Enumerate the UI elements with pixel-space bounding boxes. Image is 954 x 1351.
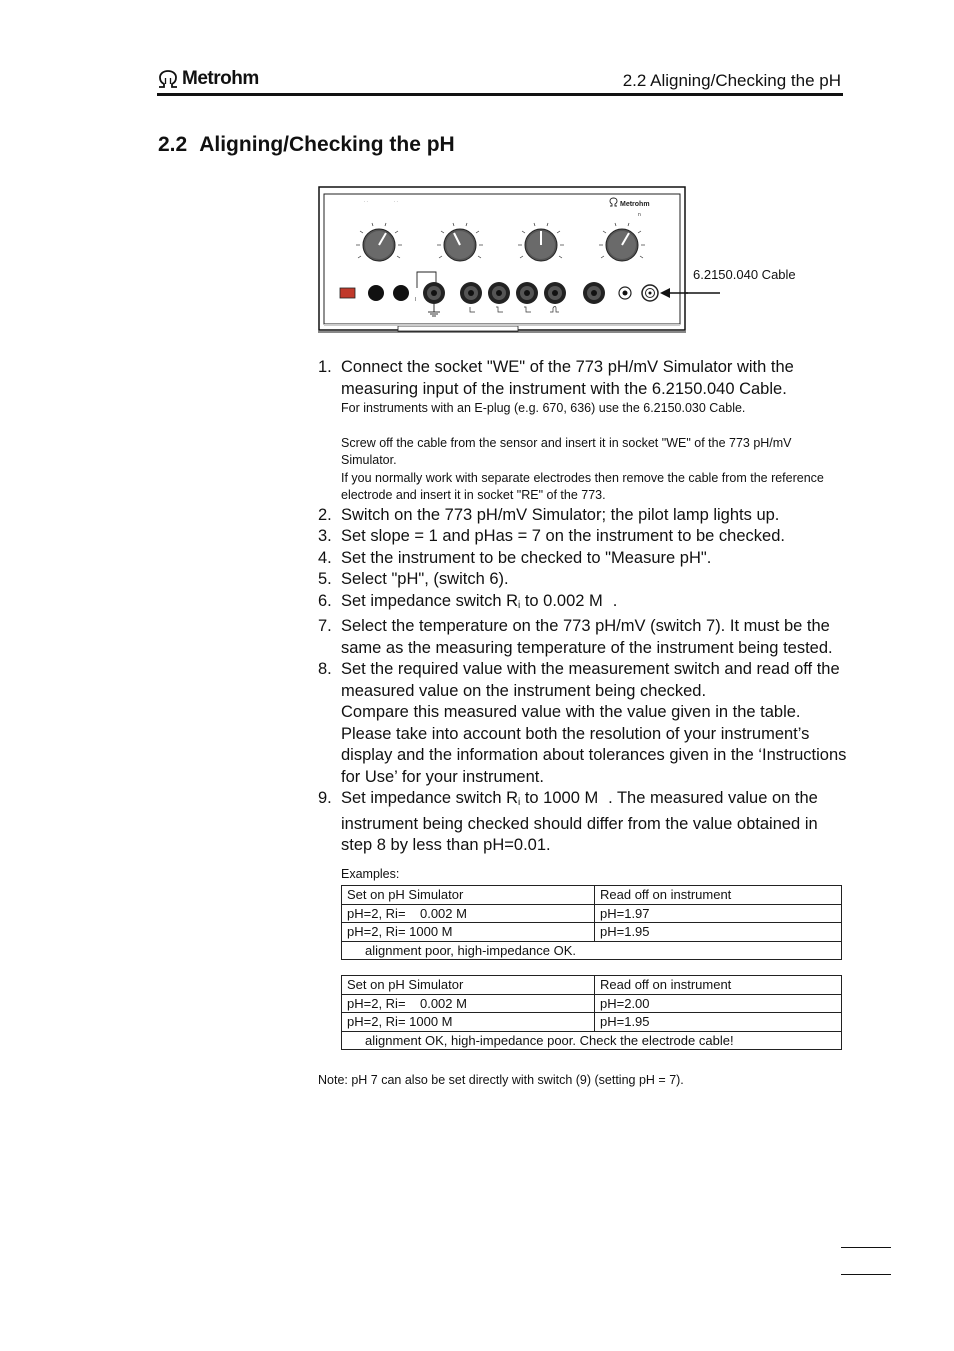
step-5: 5. Select "pH", (switch 6). <box>318 570 509 588</box>
table-header-row: Set on pH Simulator Read off on instrument <box>342 886 842 905</box>
panel-brand-name: Metrohm <box>620 201 650 208</box>
section-heading <box>158 133 455 157</box>
step-3: 3. Set slope = 1 and pHas = 7 on the instrument to be checked. <box>318 527 785 545</box>
table-row: pH=2, Ri= 0.002 M pH=2.00 <box>342 994 842 1013</box>
step-1-note-eplug: For instruments with an E-plug (e.g. 670, 636) use the 6.2150.030 Cable. <box>341 401 746 415</box>
table-conclusion-row: alignment poor, high-impedance OK. <box>342 941 842 960</box>
step-6: 6. Set impedance switch $R_i$ to 0.002 M . <box>318 591 618 611</box>
section-title: Aligning/Checking the pH <box>199 133 455 156</box>
page-number-rule-bottom <box>841 1274 891 1275</box>
svg-text:· ·: · · <box>364 199 368 204</box>
step-8-compare: Compare this measured value with the value given in the table. Please take into account both the resolution of your instrument’s display and the information about tolerances given in the ‘Instructions for Use’ for your instrument. <box>341 703 847 786</box>
pilot-lamp <box>340 288 355 298</box>
step-4: 4. Set the instrument to be checked to "Measure pH". <box>318 548 712 567</box>
header-section-title: 2.2 Aligning/Checking the pH <box>622 71 841 90</box>
simulator-front-panel-figure <box>318 186 688 339</box>
panel-button-2 <box>393 285 409 301</box>
step-8: 8. Set the required value with the measurement switch and read off the measured value on the instrument being checked. <box>318 660 840 700</box>
panel-button-1 <box>368 285 384 301</box>
step-9: 9. Set impedance switch $R_i$ to 1000 M . The measured value on the instrument being checked should differ from the value obtained in step 8 by less than pH=0.01. <box>318 789 818 854</box>
step-1-note-sensor: Screw off the cable from the sensor and insert it in socket "WE" of the 773 pH/mV Simulator. <box>341 435 792 467</box>
page-number-rule-top <box>841 1247 891 1248</box>
brand-logo <box>157 68 259 90</box>
svg-text:I: I <box>415 297 417 303</box>
example-table-1 <box>341 885 842 960</box>
table-row: pH=2, Ri= 0.002 M pH=1.97 <box>342 904 842 923</box>
step-1-note-separate: If you normally work with separate electrodes then remove the cable from the reference electrode and insert it in socket "RE" of the 773. <box>341 470 824 502</box>
step-1: 1. Connect the socket "WE" of the 773 pH/mV Simulator with the measuring input of the instrument with the 6.2150.040 Cable. <box>318 358 794 398</box>
cable-arrow-line <box>686 288 722 298</box>
svg-text:n: n <box>638 212 641 218</box>
footnote: Note: pH 7 can also be set directly with switch (9) (setting pH = 7). <box>318 1073 684 1087</box>
step-2: 2. Switch on the 773 pH/mV Simulator; the pilot lamp lights up. <box>318 505 780 524</box>
device-drawing <box>318 186 688 334</box>
section-number: 2.2 <box>158 133 188 156</box>
cable-label: 6.2150.040 Cable <box>693 267 796 282</box>
page-header <box>157 66 843 96</box>
svg-text:· ·: · · <box>394 199 398 204</box>
brand-name: Metrohm <box>182 68 259 89</box>
omega-logo-icon <box>157 69 179 89</box>
procedure-steps <box>318 357 848 857</box>
table-row: pH=2, Ri= 1000 M pH=1.95 <box>342 1013 842 1032</box>
table-conclusion-row: alignment OK, high-impedance poor. Check the electrode cable! <box>342 1031 842 1050</box>
step-7: 7. Select the temperature on the 773 pH/mV (switch 7). It must be the same as the measuring temperature of the instrument being tested. <box>318 617 833 657</box>
example-table-2 <box>341 975 842 1050</box>
table-row: pH=2, Ri= 1000 M pH=1.95 <box>342 923 842 942</box>
table-header-row: Set on pH Simulator Read off on instrument <box>342 976 842 995</box>
examples-label: Examples: <box>341 867 400 881</box>
